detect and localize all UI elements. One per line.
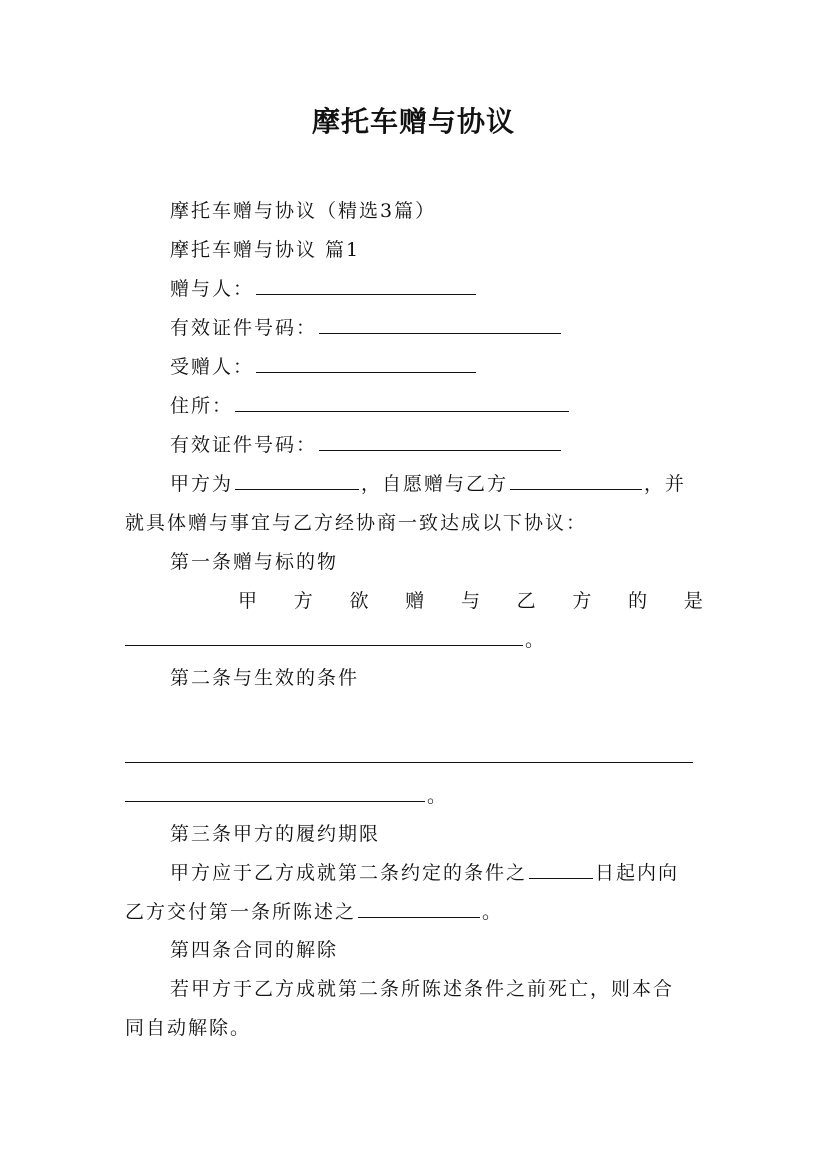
article-1-char: 是: [683, 590, 703, 612]
intro-text-c: ，并: [644, 473, 687, 495]
article-2-blank-line-1: [125, 743, 695, 771]
article-1-char: 赠: [405, 590, 425, 612]
party-b-blank: [510, 471, 642, 490]
condition-blank-2: [125, 783, 425, 802]
article-4-heading: 第四条合同的解除: [170, 939, 339, 961]
article-1-char: 的: [628, 590, 648, 612]
document-title: 摩托车赠与协议: [311, 105, 515, 138]
article-1-char: 欲: [349, 590, 369, 612]
donee-label: 受赠人：: [170, 356, 255, 378]
donor-label: 赠与人：: [170, 278, 255, 300]
article-4-line-1: 若甲方于乙方成就第二条所陈述条件之前死亡，则本合: [170, 978, 675, 1000]
donee-id-label: 有效证件号码：: [170, 434, 318, 456]
article-1-char: 与: [460, 590, 480, 612]
article-1-end: 。: [525, 629, 547, 651]
days-blank: [529, 860, 593, 879]
condition-blank-1: [125, 744, 693, 763]
donee-field: [170, 353, 478, 381]
donee-id-blank: [319, 432, 561, 451]
donor-id-blank: [319, 315, 561, 334]
document-subtitle: 摩托车赠与协议（精选3篇）: [170, 200, 437, 222]
article-1-text: [238, 587, 703, 615]
intro-text-b: ，自愿赠与乙方: [361, 473, 509, 495]
article-1-char: 甲: [238, 590, 258, 612]
article-1-char: 方: [572, 590, 592, 612]
donor-id-label: 有效证件号码：: [170, 317, 318, 339]
article-3-end: 。: [482, 901, 504, 923]
gift-item-blank: [125, 627, 523, 646]
article-3-text-b: 日起内向: [595, 862, 680, 884]
intro-line-1: [170, 470, 686, 498]
donee-blank: [256, 354, 476, 373]
article-1-blank-line: [125, 626, 546, 654]
address-label: 住所：: [170, 395, 234, 417]
article-1-char: 乙: [516, 590, 536, 612]
article-3-text-c: 乙方交付第一条所陈述之: [125, 901, 357, 923]
intro-line-2: 就具体赠与事宜与乙方经协商一致达成以下协议：: [125, 512, 588, 534]
article-1-char: 方: [293, 590, 313, 612]
address-blank: [235, 393, 569, 412]
article-4-line-2: 同自动解除。: [125, 1017, 252, 1039]
intro-text-a: 甲方为: [170, 473, 234, 495]
donor-field: [170, 275, 478, 303]
part-heading: 摩托车赠与协议 篇1: [170, 239, 361, 261]
donee-id-field: [170, 431, 563, 459]
article-3-line-2: [125, 898, 503, 926]
delivery-item-blank: [358, 899, 480, 918]
donor-blank: [256, 276, 476, 295]
party-a-blank: [235, 471, 359, 490]
article-1-heading: 第一条赠与标的物: [170, 551, 339, 573]
article-2-end: 。: [427, 785, 449, 807]
article-3-heading: 第三条甲方的履约期限: [170, 823, 381, 845]
article-2-heading: 第二条与生效的条件: [170, 667, 360, 689]
article-2-blank-line-2: [125, 782, 448, 810]
article-3-line-1: [170, 859, 679, 887]
donor-id-field: [170, 314, 563, 342]
address-field: [170, 392, 571, 420]
article-3-text-a: 甲方应于乙方成就第二条约定的条件之: [170, 862, 528, 884]
